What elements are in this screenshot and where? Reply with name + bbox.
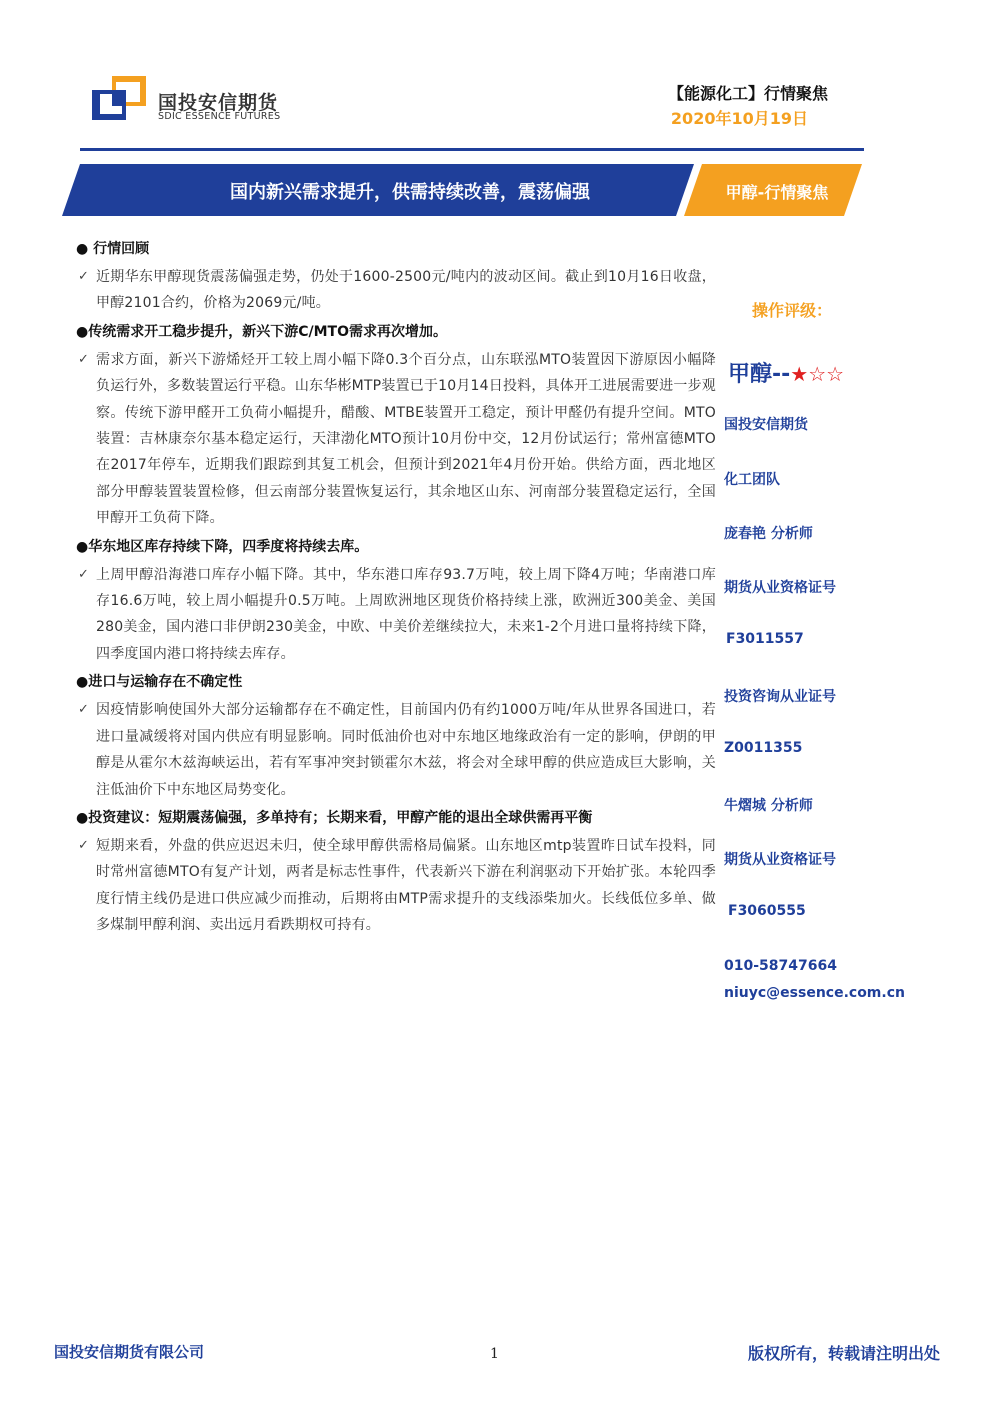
- section-paragraph: [76, 697, 716, 803]
- sidebar-license-1: F3011557: [726, 631, 804, 647]
- sidebar-company: 国投安信期货: [724, 417, 808, 433]
- section-heading: ●进口与运输存在不确定性: [76, 674, 243, 691]
- section-import: [76, 669, 716, 803]
- section-demand: [76, 319, 716, 532]
- section-market-review: [76, 236, 716, 317]
- company-logo-english: SDIC ESSENCE FUTURES: [158, 111, 281, 122]
- paragraph-text: 需求方面，新兴下游烯烃开工较上周小幅下降0.3个百分点，山东联泓MTO装置因下游原因小幅降负运行外，多数装置运行平稳。山东华彬MTP装置已于10月14日投料，具体开工进展需要进一步观察。传统下游甲醛开工负荷小幅提升，醋酸、MTBE装置开工稳定，预计甲醛仍有提升空间。MTO装置：吉林康奈尔基本稳定运行，天津渤化MTO预计10月份中交，12月份试运行；常州富德MTO在2017年停车，近期我们跟踪到其复工机会，但预计到2021年4月份开始。供给方面，西北地区部分甲醇装置装置检修，但云南部分装置恢复运行，其余地区山东、河南部分装置稳定运行，全国甲醇开工负荷下降。: [96, 351, 716, 527]
- sidebar-team: 化工团队: [724, 472, 780, 488]
- rating-value: [728, 357, 844, 388]
- section-heading: ●华东地区库存持续下降，四季度将持续去库。: [76, 538, 369, 555]
- star-empty-icon: ☆☆: [808, 362, 845, 386]
- sidebar-consult-number: Z0011355: [724, 740, 803, 756]
- sidebar-analyst-1: 庞春艳 分析师: [724, 526, 813, 542]
- sidebar-license-label-2: 期货从业资格证号: [724, 852, 836, 868]
- section-heading: ●投资建议：短期震荡偏强，多单持有；长期来看，甲醇产能的退出全球供需再平衡: [76, 809, 593, 826]
- sdic-logo-icon: [92, 76, 148, 122]
- check-mark-icon: ✓: [78, 837, 90, 853]
- sidebar-license-label-1: 期货从业资格证号: [724, 580, 836, 596]
- sidebar-license-2: F3060555: [728, 903, 806, 919]
- check-mark-icon: ✓: [78, 269, 90, 284]
- report-title: 【能源化工】行情聚焦: [667, 84, 828, 103]
- page-number: 1: [490, 1346, 499, 1362]
- star-filled-icon: ★: [790, 362, 809, 386]
- paragraph-text: 上周甲醇沿海港口库存小幅下降。其中，华东港口库存93.7万吨，较上周下降4万吨；华南港口库存16.6万吨，较上周小幅提升0.5万吨。上周欧洲地区现货价格持续上涨，欧洲近300美金、美国280美金，国内港口非伊朗230美金，中欧、中美价差继续拉大，未来1-2个月进口量将持续下降，四季度国内港口将持续去库存。: [96, 566, 716, 662]
- footer-company: 国投安信期货有限公司: [54, 1343, 205, 1361]
- footer-copyright: 版权所有，转载请注明出处: [747, 1344, 940, 1363]
- paragraph-text: 短期来看，外盘的供应迟迟未归，使全球甲醇供需格局偏紧。山东地区mtp装置昨日试车投料，同时常州富德MTO有复产计划，两者是标志性事件，代表新兴下游在利润驱动下开始扩张。本轮四季度行情主线仍是进口供应减少而推动，后期将由MTP需求提升的支线添柴加火。长线低位多单、做多煤制甲醇利润、卖出远月看跌期权可持有。: [96, 837, 716, 934]
- check-mark-icon: ✓: [78, 351, 90, 367]
- sidebar-email: niuyc@essence.com.cn: [724, 985, 905, 1001]
- section-heading: ● 行情回顾: [76, 241, 150, 257]
- section-paragraph: [76, 347, 716, 532]
- section-investment-advice: [76, 805, 716, 939]
- paragraph-text: 因疫情影响使国外大部分运输都存在不确定性，目前国内仍有约1000万吨/年从世界各国进口，若进口量减缓将对国内供应有明显影响。同时低油价也对中东地区地缘政治有一定的影响，伊朗的甲醇是从霍尔木兹海峡运出，若有军事冲突封锁霍尔木兹，将会对全球甲醇的供应造成巨大影响，关注低油价下中东地区局势变化。: [96, 702, 716, 798]
- section-paragraph: [76, 264, 716, 317]
- sidebar-consult-label: 投资咨询从业证号: [724, 689, 836, 705]
- section-inventory: [76, 534, 716, 668]
- header-divider: [80, 148, 864, 151]
- banner-category: 甲醇-行情聚焦: [725, 183, 829, 202]
- paragraph-text: 近期华东甲醇现货震荡偏强走势，仍处于1600-2500元/吨内的波动区间。截止到10月16日收盘，甲醇2101合约，价格为2069元/吨。: [96, 269, 716, 312]
- section-paragraph: [76, 562, 716, 668]
- report-body: [76, 236, 716, 941]
- rating-product: 甲醇--: [728, 362, 791, 387]
- sidebar-phone: 010-58747664: [724, 958, 837, 974]
- company-logo-text: 国投安信期货: [158, 92, 279, 114]
- section-heading: ●传统需求开工稳步提升，新兴下游C/MTO需求再次增加。: [76, 323, 447, 340]
- check-mark-icon: ✓: [78, 702, 90, 718]
- sidebar-analyst-2: 牛熠城 分析师: [724, 798, 813, 814]
- section-paragraph: [76, 833, 716, 939]
- rating-title: 操作评级：: [752, 301, 833, 320]
- report-date: 2020年10月19日: [670, 109, 808, 128]
- banner-headline: 国内新兴需求提升，供需持续改善，震荡偏强: [230, 182, 590, 203]
- check-mark-icon: ✓: [78, 566, 90, 582]
